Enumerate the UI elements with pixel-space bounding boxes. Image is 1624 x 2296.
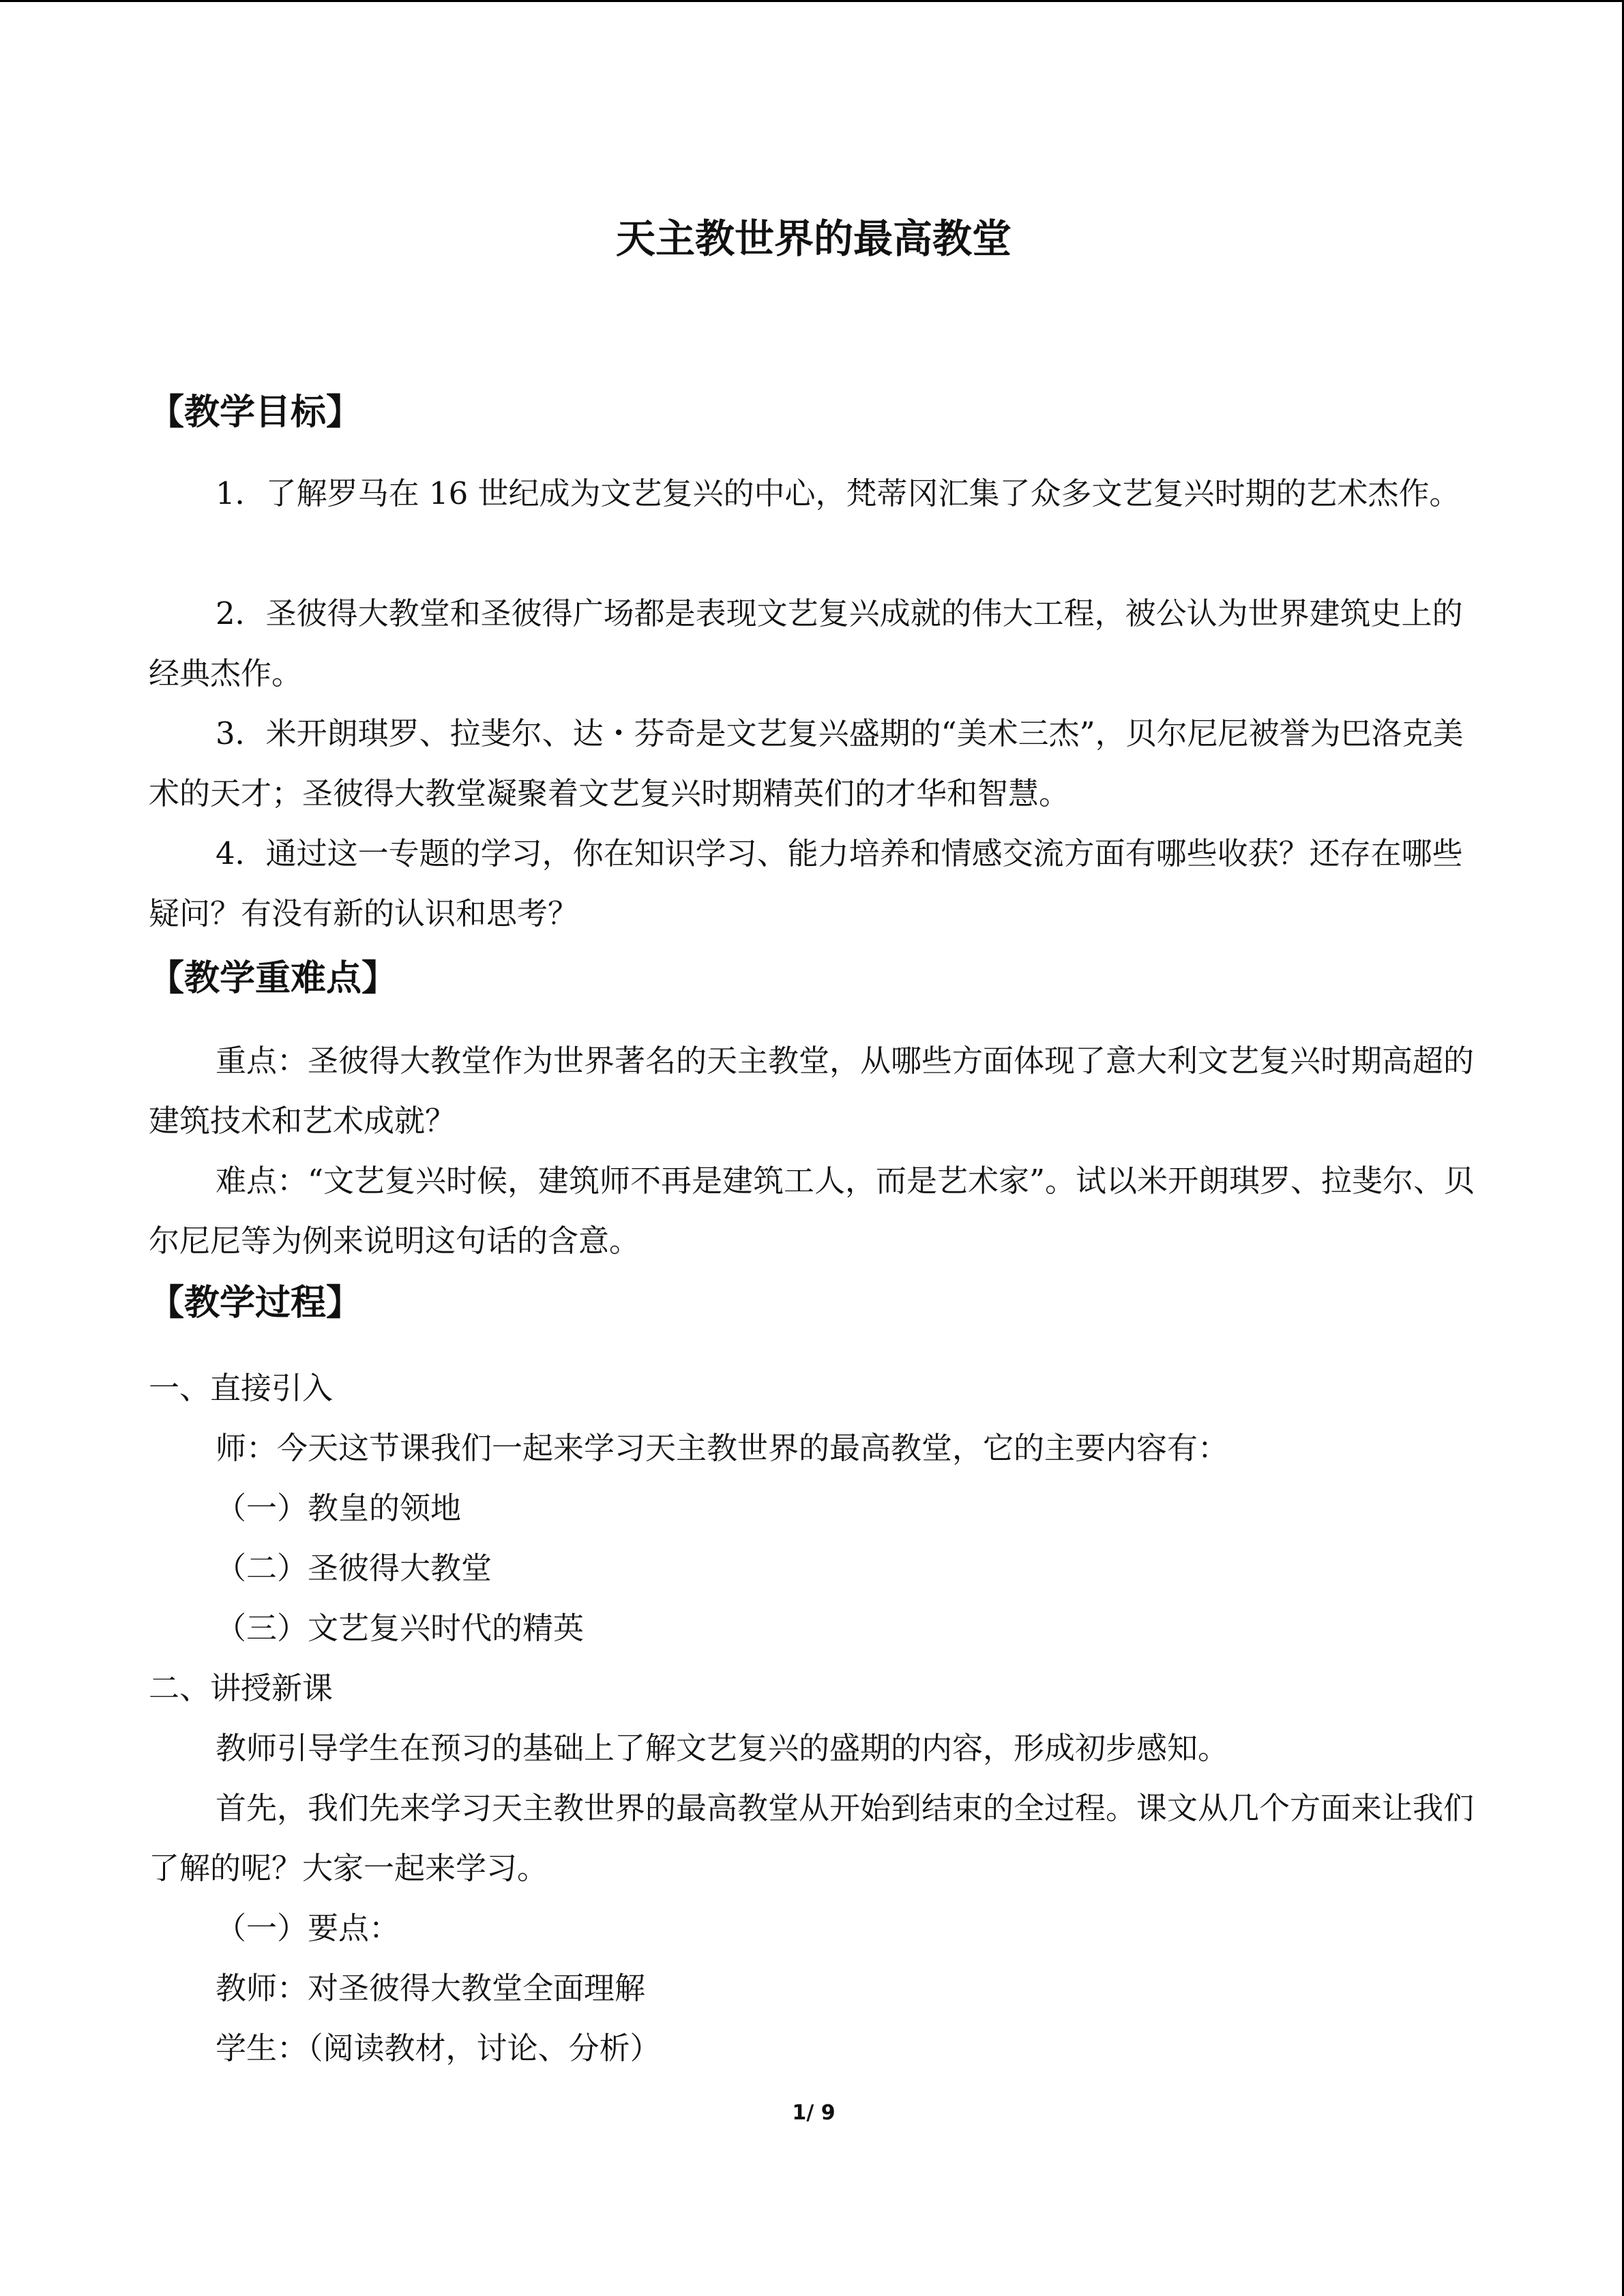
objective-item-1: 1．了解罗马在 16 世纪成为文艺复兴的中心，梵蒂冈汇集了众多文艺复兴时期的艺术杰作。 bbox=[216, 475, 1460, 511]
top-border-line bbox=[0, 0, 1624, 2]
objective-item-4: 4．通过这一专题的学习，你在知识学习、能力培养和情感交流方面有哪些收获？还存在哪些疑问？有没有新的认识和思考？ bbox=[149, 835, 1463, 931]
guide-paragraph: 教师引导学生在预习的基础上了解文艺复兴的盛期的内容，形成初步感知。 bbox=[216, 1730, 1229, 1766]
objective-item-3: 3．米开朗琪罗、拉斐尔、达・芬奇是文艺复兴盛期的“美术三杰”，贝尔尼尼被誉为巴洛克美术的天才；圣彼得大教堂凝聚着文艺复兴时期精英们的才华和智慧。 bbox=[149, 715, 1464, 811]
objective-item-2: 2．圣彼得大教堂和圣彼得广场都是表现文艺复兴成就的伟大工程，被公认为世界建筑史上的经典杰作。 bbox=[149, 595, 1463, 691]
topic-item-2: （二）圣彼得大教堂 bbox=[216, 1550, 492, 1586]
topic-item-1: （一）教皇的领地 bbox=[216, 1490, 462, 1526]
topic-item-3: （三）文艺复兴时代的精英 bbox=[216, 1610, 585, 1646]
process-heading: 【教学过程】 bbox=[149, 1283, 362, 1324]
first-paragraph: 首先，我们先来学习天主教世界的最高教堂从开始到结束的全过程。课文从几个方面来让我们了解的呢？大家一起来学习。 bbox=[149, 1790, 1475, 1886]
objectives-heading: 【教学目标】 bbox=[149, 392, 362, 433]
section-1-title: 一、直接引入 bbox=[149, 1370, 334, 1406]
key-point-difficulty: 难点：“文艺复兴时候，建筑师不再是建筑工人，而是艺术家”。试以米开朗琪罗、拉斐尔、贝尔尼尼等为例来说明这句话的含意。 bbox=[149, 1163, 1475, 1259]
key-point-focus: 重点：圣彼得大教堂作为世界著名的天主教堂，从哪些方面体现了意大利文艺复兴时期高超的建筑技术和艺术成就？ bbox=[149, 1043, 1475, 1139]
section-2-title: 二、讲授新课 bbox=[149, 1670, 334, 1706]
student-line: 学生：（阅读教材，讨论、分析） bbox=[216, 2030, 661, 2066]
teacher-intro: 师：今天这节课我们一起来学习天主教世界的最高教堂，它的主要内容有： bbox=[216, 1430, 1229, 1466]
key-points-heading: 【教学重难点】 bbox=[149, 958, 398, 999]
teacher-line: 教师：对圣彼得大教堂全面理解 bbox=[216, 1970, 646, 2006]
key-label: （一）要点： bbox=[216, 1910, 400, 1946]
document-title: 天主教世界的最高教堂 bbox=[615, 215, 1012, 262]
page-number: 1/ 9 bbox=[792, 2101, 836, 2125]
